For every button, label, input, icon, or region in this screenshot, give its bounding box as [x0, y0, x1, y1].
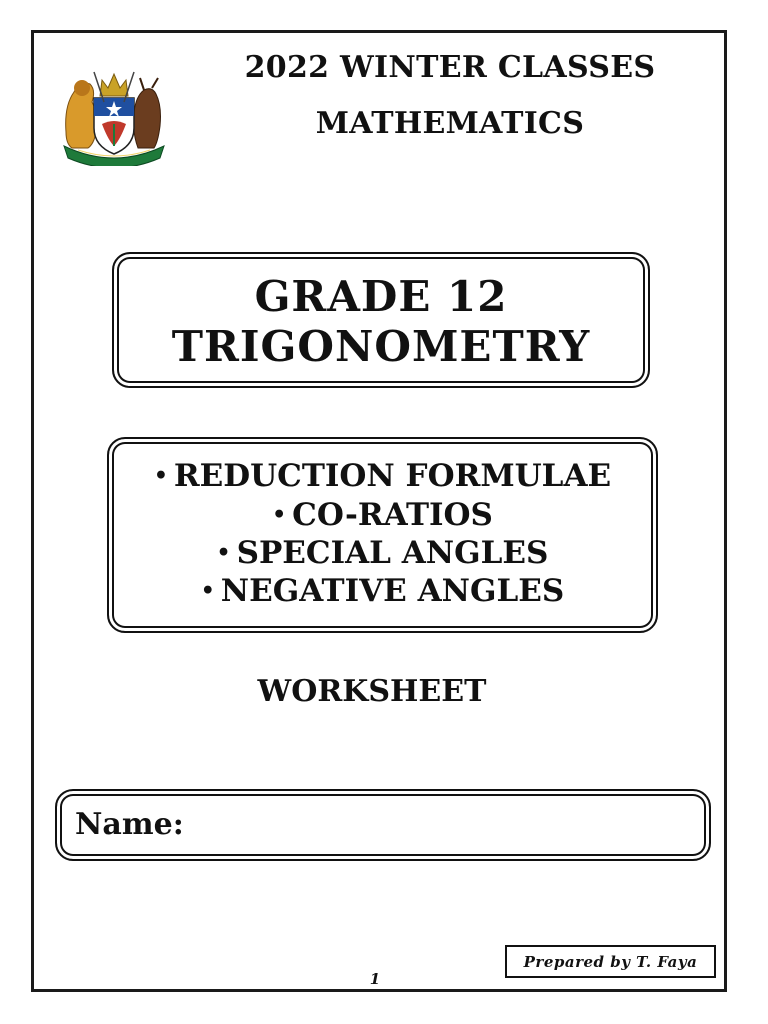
header-year-title: 2022 WINTER CLASSES: [244, 50, 656, 85]
title-topic: TRIGONOMETRY: [171, 322, 591, 371]
title-grade: GRADE 12: [254, 272, 508, 321]
page-number: 1: [369, 970, 381, 988]
title-box: [112, 252, 650, 388]
bullet-icon: •: [216, 540, 231, 566]
topic-item: • NEGATIVE ANGLES: [200, 573, 565, 609]
topics-box: [107, 437, 658, 633]
prepared-by-label: Prepared by T. Faya: [505, 945, 716, 978]
topic-item: • SPECIAL ANGLES: [216, 535, 549, 571]
bullet-icon: •: [200, 578, 215, 604]
bullet-icon: •: [272, 502, 287, 528]
coat-of-arms-icon: [58, 62, 170, 166]
bullet-icon: •: [153, 463, 168, 489]
name-label: Name:: [75, 807, 184, 842]
name-field[interactable]: [55, 789, 711, 861]
topic-item: • CO-RATIOS: [272, 497, 493, 533]
topic-item: • REDUCTION FORMULAE: [153, 458, 612, 494]
worksheet-label: WORKSHEET: [257, 674, 487, 709]
header-subject: MATHEMATICS: [315, 106, 585, 141]
